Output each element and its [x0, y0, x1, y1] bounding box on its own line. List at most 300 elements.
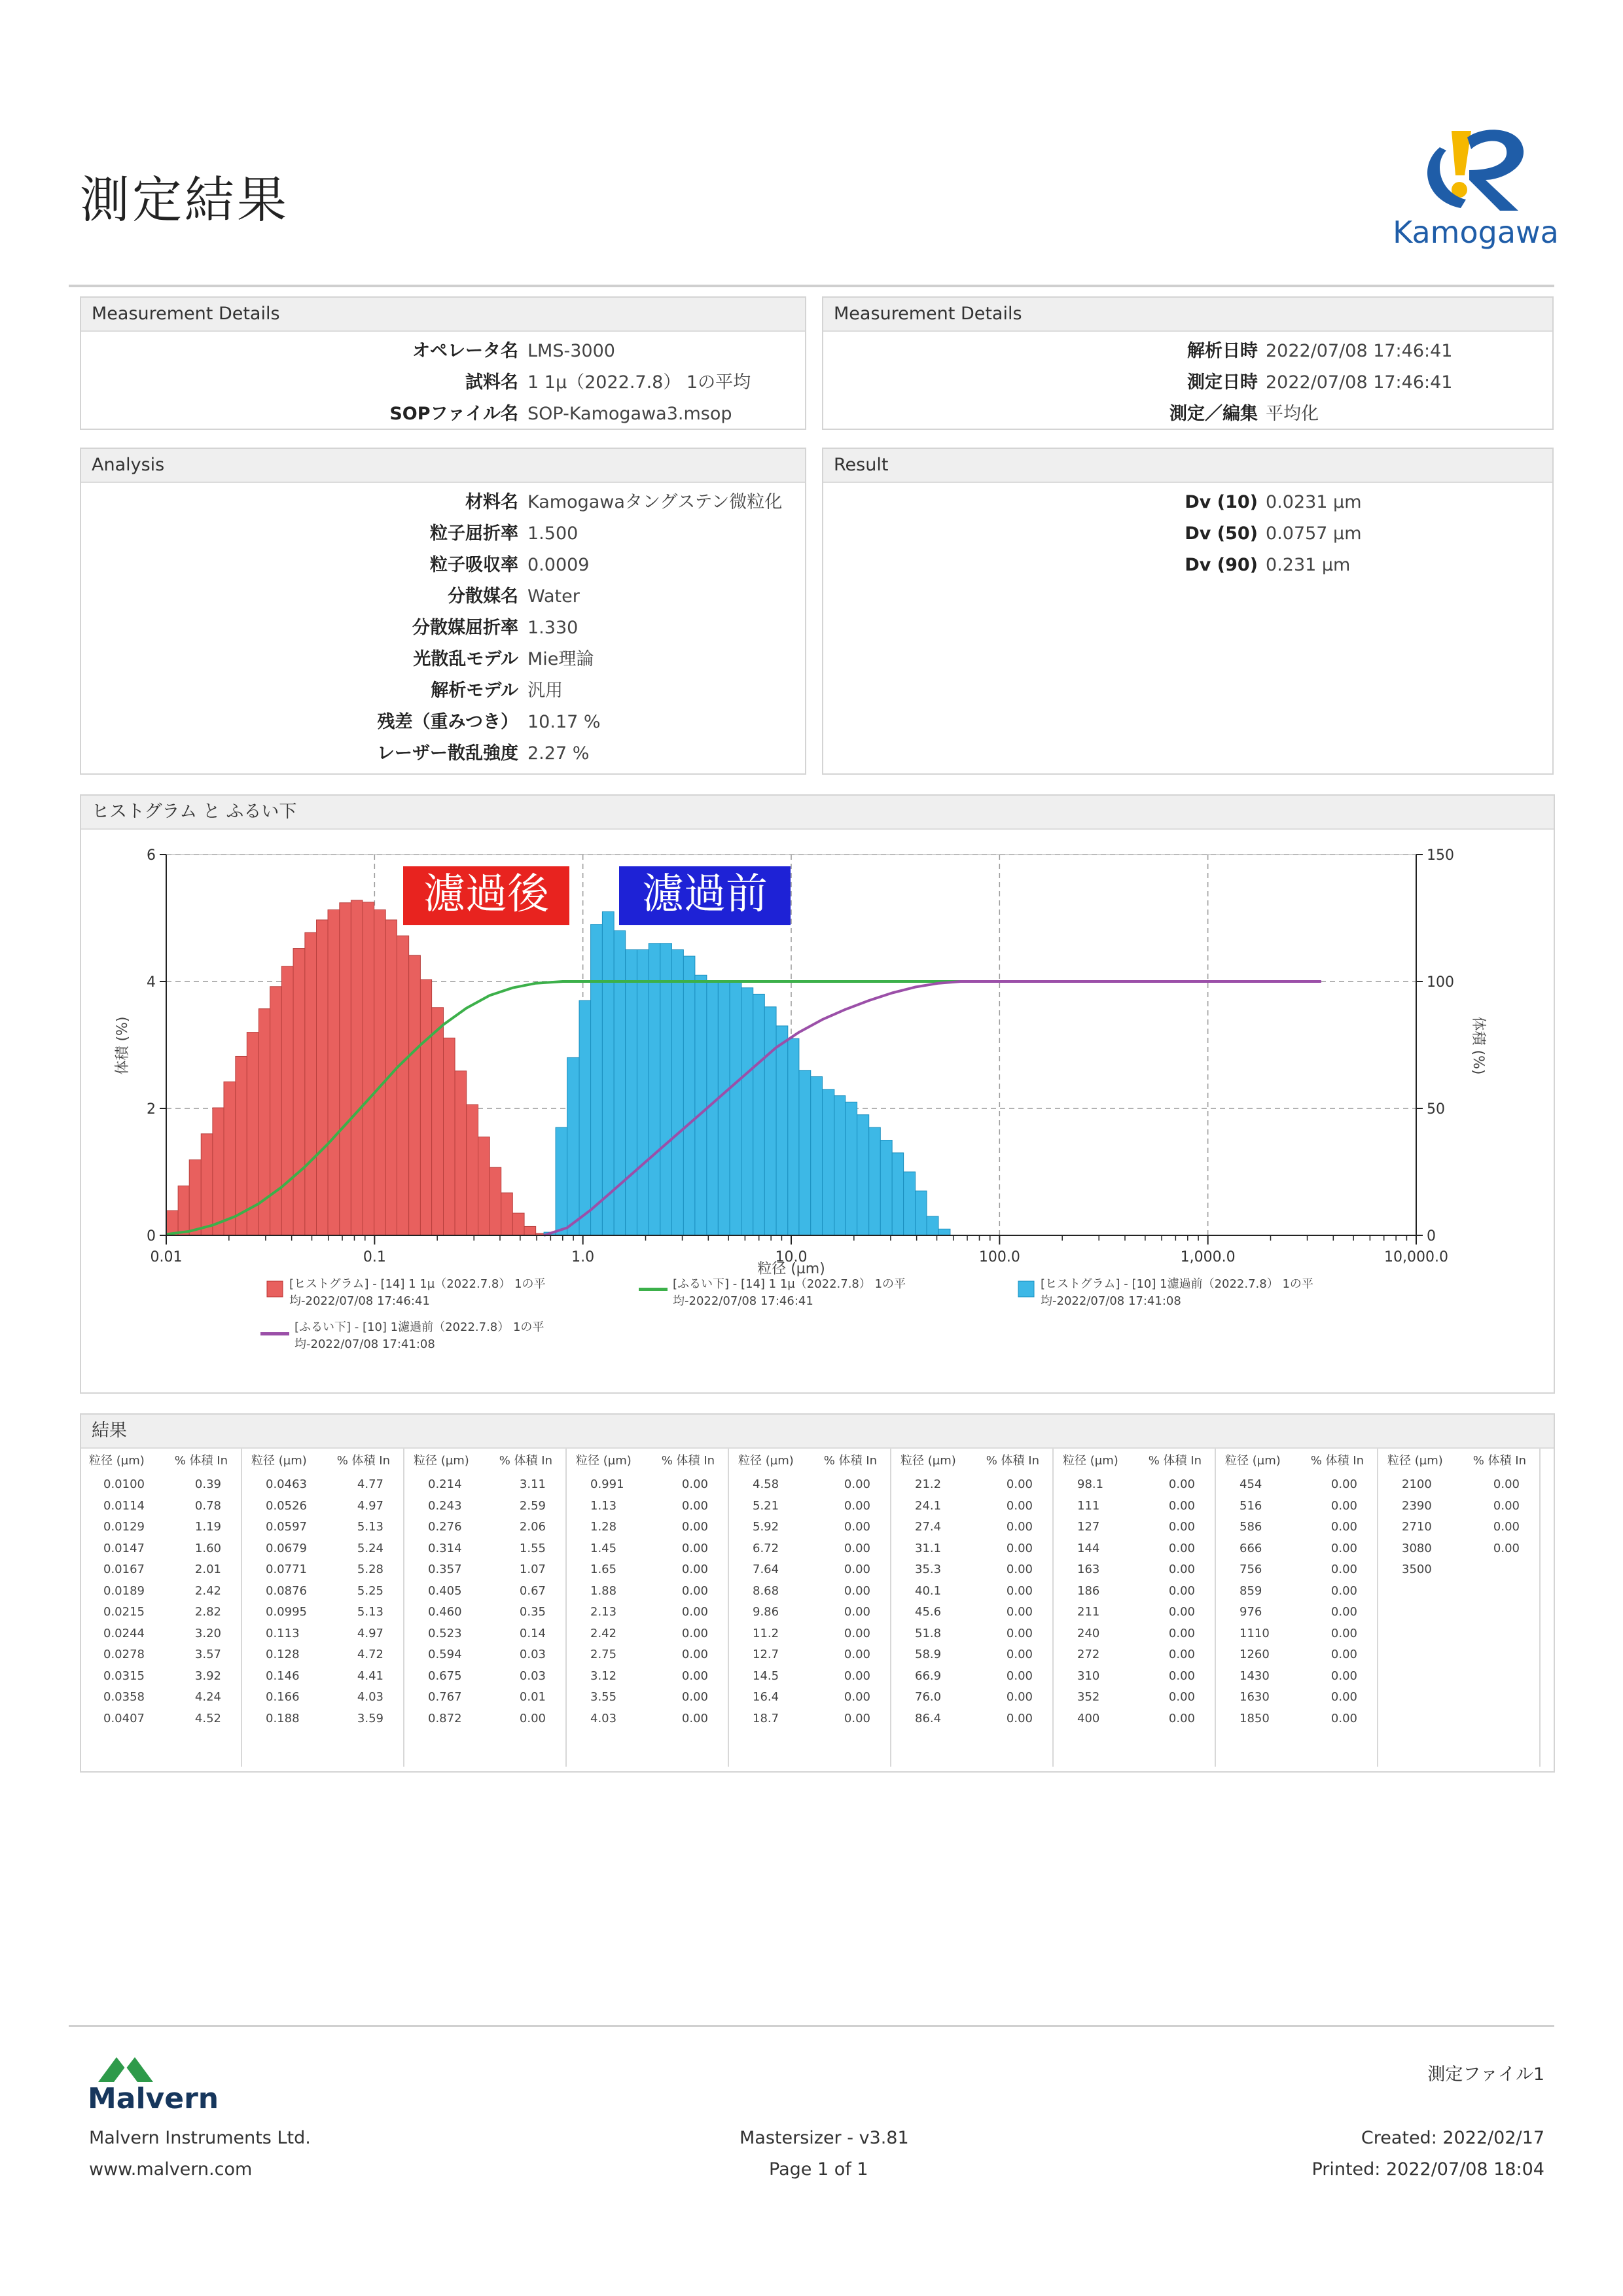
- bar-before: [741, 988, 753, 1235]
- results-cell-size: 35.3: [915, 1563, 942, 1576]
- results-cell-vol: 4.97: [357, 1498, 383, 1513]
- results-cell-size: 0.357: [428, 1563, 462, 1576]
- results-cell-size: 976: [1240, 1605, 1262, 1619]
- results-cell-vol: 0.00: [1006, 1563, 1033, 1576]
- results-panel: [80, 1413, 1555, 1773]
- results-cell-vol: 0.00: [681, 1648, 708, 1661]
- kv-value: 0.231 µm: [1266, 555, 1351, 575]
- annotation-before: 濾過前: [642, 870, 768, 919]
- bar-before: [811, 1077, 823, 1236]
- results-cell-size: 240: [1077, 1626, 1100, 1640]
- results-cell-vol: 4.03: [357, 1690, 383, 1704]
- x-tick-label: 0.01: [150, 1249, 183, 1265]
- bar-after: [224, 1082, 236, 1235]
- results-cell-vol: 0.00: [681, 1583, 708, 1598]
- kv-row: [81, 487, 805, 518]
- kv-row: [81, 675, 805, 707]
- results-cell-vol: 5.13: [357, 1605, 383, 1619]
- bar-before: [892, 1153, 903, 1235]
- y-tick-label: 6: [147, 847, 156, 864]
- results-cell-vol: 0.00: [681, 1520, 708, 1534]
- results-cell-vol: 0.00: [844, 1583, 870, 1598]
- bar-after: [409, 955, 421, 1235]
- results-cell-size: 0.113: [266, 1626, 300, 1640]
- results-cell-vol: 0.00: [1493, 1520, 1520, 1534]
- results-header-size: 粒径 (µm): [1225, 1454, 1281, 1468]
- legend-before-hist-line2: 均-2022/07/08 17:41:08: [1041, 1294, 1181, 1308]
- results-cell-size: 31.1: [915, 1541, 942, 1555]
- results-cell-size: 8.68: [753, 1583, 779, 1598]
- results-cell-vol: 0.00: [1168, 1498, 1195, 1513]
- results-cell-vol: 0.00: [681, 1669, 708, 1683]
- results-cell-size: 0.0215: [103, 1605, 145, 1619]
- results-cell-vol: 0.00: [681, 1711, 708, 1725]
- results-cell-vol: 0.00: [681, 1541, 708, 1555]
- kv-row: [81, 398, 805, 430]
- results-cell-size: 4.58: [753, 1477, 779, 1491]
- results-column: [243, 1449, 404, 1767]
- kv-value: 10.17 %: [527, 712, 601, 732]
- results-cell-size: 666: [1240, 1541, 1262, 1555]
- results-cell-size: 1430: [1240, 1669, 1270, 1683]
- results-cell-vol: 1.19: [194, 1520, 221, 1534]
- header-divider: [69, 285, 1554, 287]
- results-cell-size: 0.0147: [103, 1541, 145, 1555]
- results-cell-vol: 0.00: [1330, 1541, 1357, 1555]
- results-cell-size: 1.88: [590, 1583, 617, 1598]
- kv-label: 試料名: [465, 372, 518, 393]
- legend-after-cum-line2: 均-2022/07/08 17:46:41: [673, 1294, 813, 1308]
- results-cell-size: 0.767: [428, 1690, 462, 1704]
- bar-after: [444, 1038, 455, 1235]
- legend-swatch-after-cum: [639, 1288, 668, 1291]
- legend-after-hist-line2: 均-2022/07/08 17:46:41: [289, 1294, 430, 1308]
- legend-before-hist-line1: [ヒストグラム] - [10] 1濾過前（2022.7.8） 1の平: [1041, 1277, 1313, 1291]
- results-cell-size: 516: [1240, 1498, 1262, 1513]
- bar-before: [753, 994, 765, 1235]
- results-column: [1380, 1449, 1541, 1767]
- results-cell-vol: 0.00: [681, 1563, 708, 1576]
- y-axis-label: 体積 (%): [115, 1016, 131, 1075]
- x-tick-label: 1,000.0: [1180, 1249, 1236, 1265]
- y-tick-label: 2: [147, 1101, 156, 1118]
- results-cell-size: 1850: [1240, 1711, 1270, 1725]
- kv-value: 1.500: [527, 523, 579, 544]
- results-cell-vol: 0.03: [519, 1669, 546, 1683]
- results-cell-vol: 5.28: [357, 1563, 383, 1576]
- bar-before: [916, 1191, 927, 1235]
- results-cell-vol: 0.00: [844, 1498, 870, 1513]
- kv-label: 材料名: [465, 492, 518, 512]
- bar-after: [420, 980, 431, 1235]
- bar-before: [695, 975, 707, 1235]
- histogram-chart: [81, 830, 1551, 1390]
- results-cell-vol: 0.00: [1006, 1605, 1033, 1619]
- kv-label: 測定／編集: [1169, 404, 1258, 424]
- bar-before: [927, 1216, 938, 1235]
- bar-before: [938, 1229, 950, 1235]
- results-cell-size: 58.9: [915, 1648, 942, 1661]
- histogram-panel: [80, 794, 1555, 1394]
- results-cell-vol: 5.25: [357, 1583, 383, 1598]
- page-title: 測定結果: [80, 171, 289, 229]
- results-cell-size: 1.13: [590, 1498, 617, 1513]
- results-cell-size: 0.128: [266, 1648, 300, 1661]
- results-cell-vol: 0.00: [1330, 1583, 1357, 1598]
- bar-after: [293, 949, 305, 1235]
- analysis-title: Analysis: [81, 449, 805, 483]
- results-cell-size: 2390: [1402, 1498, 1432, 1513]
- results-cell-vol: 2.06: [519, 1520, 546, 1534]
- legend-after-hist-line1: [ヒストグラム] - [14] 1 1µ（2022.7.8） 1の平: [289, 1277, 546, 1291]
- results-cell-size: 3500: [1402, 1563, 1432, 1576]
- results-cell-vol: 0.00: [1168, 1711, 1195, 1725]
- kamogawa-logo: [1387, 124, 1564, 255]
- results-header-size: 粒径 (µm): [738, 1454, 794, 1468]
- results-cell-vol: 0.00: [1493, 1541, 1520, 1555]
- kv-value: 2022/07/08 17:46:41: [1266, 372, 1453, 393]
- results-cell-size: 12.7: [753, 1648, 779, 1661]
- histogram-title: ヒストグラム と ふるい下: [81, 796, 1554, 830]
- kamogawa-logo-mark: [1387, 124, 1564, 216]
- footer-divider: [69, 2025, 1554, 2027]
- kamogawa-logo-text: Kamogawa: [1393, 215, 1559, 250]
- results-cell-vol: 0.00: [1168, 1520, 1195, 1534]
- results-cell-size: 21.2: [915, 1477, 942, 1491]
- bars-after: [166, 900, 559, 1235]
- results-header-size: 粒径 (µm): [1063, 1454, 1118, 1468]
- results-column: [1217, 1449, 1378, 1767]
- bar-before: [626, 950, 637, 1236]
- results-cell-vol: 0.00: [844, 1648, 870, 1661]
- results-cell-size: 2100: [1402, 1477, 1432, 1491]
- kv-value: 汎用: [527, 680, 563, 701]
- results-cell-vol: 0.00: [681, 1477, 708, 1491]
- results-cell-size: 5.92: [753, 1520, 779, 1534]
- bar-before: [776, 1026, 788, 1235]
- bar-before: [846, 1102, 857, 1235]
- results-cell-vol: 0.00: [844, 1711, 870, 1725]
- bar-before: [857, 1115, 869, 1235]
- results-cell-vol: 0.00: [844, 1690, 870, 1704]
- results-cell-size: 3080: [1402, 1541, 1432, 1555]
- results-cell-vol: 4.41: [357, 1669, 383, 1683]
- results-cell-size: 76.0: [915, 1690, 942, 1704]
- results-header-size: 粒径 (µm): [251, 1454, 307, 1468]
- y-right-tick-label: 50: [1427, 1101, 1445, 1118]
- results-cell-size: 3.12: [590, 1669, 617, 1683]
- results-cell-size: 5.21: [753, 1498, 779, 1513]
- results-column: [406, 1449, 567, 1767]
- kv-row: [81, 644, 805, 675]
- results-cell-vol: 0.00: [1168, 1563, 1195, 1576]
- bar-after: [455, 1071, 467, 1235]
- bar-after: [351, 900, 363, 1235]
- results-cell-vol: 0.00: [1493, 1477, 1520, 1491]
- results-cell-vol: 0.00: [1006, 1498, 1033, 1513]
- results-cell-vol: 0.00: [1006, 1711, 1033, 1725]
- analysis-panel: [80, 448, 806, 775]
- kv-row: [81, 738, 805, 769]
- results-cell-vol: 0.00: [1330, 1498, 1357, 1513]
- kv-label: 粒子吸収率: [430, 555, 518, 575]
- results-cell-size: 0.0114: [103, 1498, 145, 1513]
- bar-after: [524, 1226, 536, 1235]
- results-cell-vol: 0.00: [1330, 1563, 1357, 1576]
- bar-before: [904, 1172, 916, 1235]
- kv-value: Mie理論: [527, 649, 594, 669]
- results-column: [730, 1449, 891, 1767]
- bar-before: [591, 925, 603, 1235]
- result-title: Result: [823, 449, 1552, 483]
- results-cell-vol: 0.00: [681, 1690, 708, 1704]
- results-cell-vol: 0.35: [519, 1605, 546, 1619]
- results-cell-vol: 3.57: [194, 1648, 221, 1661]
- footer-page-number: Page 1 of 1: [769, 2159, 868, 2180]
- bar-after: [328, 910, 340, 1235]
- results-cell-size: 0.0463: [266, 1477, 307, 1491]
- results-header-size: 粒径 (µm): [89, 1454, 145, 1468]
- kv-row: [81, 707, 805, 738]
- kv-label: 粒子屈折率: [430, 523, 518, 544]
- results-cell-size: 0.675: [428, 1669, 462, 1683]
- results-cell-size: 0.146: [266, 1669, 300, 1683]
- results-cell-size: 0.0244: [103, 1626, 145, 1640]
- results-cell-size: 0.0278: [103, 1648, 145, 1661]
- kv-value: SOP-Kamogawa3.msop: [527, 404, 732, 424]
- kv-label: SOPファイル名: [389, 404, 518, 424]
- results-cell-vol: 0.00: [844, 1605, 870, 1619]
- results-cell-vol: 0.00: [1330, 1711, 1357, 1725]
- results-cell-size: 4.03: [590, 1711, 617, 1725]
- results-cell-size: 0.214: [428, 1477, 462, 1491]
- kv-value: Water: [527, 586, 580, 607]
- malvern-logo-mark: [85, 2048, 216, 2087]
- results-cell-size: 2.42: [590, 1626, 617, 1640]
- kv-row: [81, 612, 805, 644]
- results-cell-vol: 0.00: [1330, 1626, 1357, 1640]
- results-cell-vol: 0.00: [1006, 1669, 1033, 1683]
- footer-company: Malvern Instruments Ltd.: [89, 2128, 311, 2148]
- kv-label: 解析日時: [1187, 341, 1258, 361]
- measurement-details-left-title: Measurement Details: [81, 298, 805, 332]
- results-cell-vol: 3.20: [194, 1626, 221, 1640]
- kv-label: 分散媒屈折率: [412, 618, 518, 638]
- y-tick-label: 0: [147, 1228, 156, 1245]
- results-header-size: 粒径 (µm): [414, 1454, 469, 1468]
- results-cell-size: 0.523: [428, 1626, 462, 1640]
- results-cell-vol: 4.97: [357, 1626, 383, 1640]
- results-cell-size: 86.4: [915, 1711, 942, 1725]
- kv-label: 光散乱モデル: [413, 649, 518, 669]
- bar-after: [490, 1167, 501, 1235]
- results-cell-size: 0.991: [590, 1477, 624, 1491]
- kv-value: LMS-3000: [527, 341, 615, 361]
- kv-label: 残差（重みつき）: [377, 712, 518, 732]
- results-cell-vol: 2.42: [194, 1583, 221, 1598]
- bar-before: [683, 956, 694, 1235]
- bar-after: [189, 1160, 201, 1235]
- bar-after: [467, 1104, 478, 1235]
- legend-after-cum-line1: [ふるい下] - [14] 1 1µ（2022.7.8） 1の平: [673, 1277, 906, 1291]
- measurement-details-right-panel: [822, 296, 1554, 430]
- bar-after: [281, 966, 293, 1235]
- results-cell-size: 454: [1240, 1477, 1262, 1491]
- results-cell-vol: 5.24: [357, 1541, 383, 1555]
- results-cell-vol: 0.14: [519, 1626, 546, 1640]
- results-header-vol: % 体積 In: [986, 1454, 1039, 1468]
- bar-after: [270, 987, 282, 1235]
- results-cell-size: 0.0876: [266, 1583, 307, 1598]
- x-tick-label: 1.0: [571, 1249, 595, 1265]
- results-cell-vol: 4.52: [194, 1711, 221, 1725]
- results-cell-size: 272: [1077, 1648, 1100, 1661]
- kv-value: 1.330: [527, 618, 579, 638]
- results-cell-size: 211: [1077, 1605, 1100, 1619]
- x-axis-label: 粒径 (µm): [757, 1261, 825, 1277]
- results-cell-size: 11.2: [753, 1626, 779, 1640]
- results-cell-vol: 0.00: [844, 1626, 870, 1640]
- results-cell-vol: 2.59: [519, 1498, 546, 1513]
- results-cell-size: 0.0167: [103, 1563, 145, 1576]
- results-cell-size: 0.166: [266, 1690, 300, 1704]
- kv-row: [823, 336, 1552, 367]
- bar-after: [512, 1213, 524, 1235]
- results-cell-vol: 0.00: [681, 1626, 708, 1640]
- results-cell-vol: 0.00: [1330, 1648, 1357, 1661]
- bar-before: [649, 944, 660, 1235]
- bar-after: [374, 910, 386, 1235]
- legend-before-cum-line1: [ふるい下] - [10] 1濾過前（2022.7.8） 1の平: [294, 1320, 544, 1334]
- kv-value: 0.0757 µm: [1266, 523, 1362, 544]
- bar-after: [397, 936, 408, 1235]
- results-cell-vol: 0.67: [519, 1583, 546, 1598]
- results-cell-size: 0.0315: [103, 1669, 145, 1683]
- kv-label: Dv (50): [1185, 523, 1258, 544]
- results-cell-size: 2710: [1402, 1520, 1432, 1534]
- bar-after: [236, 1056, 247, 1235]
- results-column: [568, 1449, 729, 1767]
- bar-before: [579, 1000, 591, 1235]
- bar-after: [432, 1008, 444, 1235]
- results-header-vol: % 体積 In: [336, 1454, 390, 1468]
- footer-created: Created: 2022/02/17: [1361, 2128, 1544, 2148]
- bar-after: [363, 902, 374, 1235]
- bar-before: [823, 1089, 834, 1235]
- bar-before: [567, 1057, 579, 1235]
- kv-value: 0.0009: [527, 555, 590, 575]
- results-cell-vol: 3.92: [194, 1669, 221, 1683]
- results-cell-size: 2.13: [590, 1605, 617, 1619]
- results-cell-vol: 0.00: [844, 1563, 870, 1576]
- y-right-tick-label: 100: [1427, 974, 1454, 991]
- results-cell-vol: 1.55: [519, 1541, 546, 1555]
- x-tick-label: 100.0: [978, 1249, 1020, 1265]
- results-cell-size: 16.4: [753, 1690, 779, 1704]
- results-cell-vol: 0.00: [1168, 1583, 1195, 1598]
- results-cell-size: 1.28: [590, 1520, 617, 1534]
- legend-swatch-after-hist: [267, 1281, 283, 1297]
- kv-label: 測定日時: [1187, 372, 1258, 393]
- bar-before: [788, 1038, 799, 1235]
- kv-value: Kamogawaタングステン微粒化: [527, 492, 783, 512]
- results-cell-vol: 0.00: [1006, 1520, 1033, 1534]
- bar-after: [201, 1134, 213, 1235]
- results-header-vol: % 体積 In: [1310, 1454, 1364, 1468]
- malvern-logo: [85, 2048, 219, 2120]
- results-cell-size: 24.1: [915, 1498, 942, 1513]
- bar-before: [799, 1070, 811, 1235]
- results-cell-vol: 0.00: [681, 1605, 708, 1619]
- footer-website[interactable]: www.malvern.com: [89, 2159, 253, 2180]
- bar-before: [637, 950, 649, 1236]
- results-cell-vol: 0.00: [1330, 1605, 1357, 1619]
- results-cell-size: 27.4: [915, 1520, 942, 1534]
- results-cell-vol: 0.00: [1168, 1605, 1195, 1619]
- results-cell-vol: 0.00: [844, 1477, 870, 1491]
- y-right-tick-label: 150: [1427, 847, 1454, 864]
- results-cell-vol: 0.03: [519, 1648, 546, 1661]
- kv-row: [823, 367, 1552, 398]
- kv-label: 解析モデル: [431, 680, 518, 701]
- result-panel: [822, 448, 1554, 775]
- footer-page-label: 測定ファイル1: [1427, 2064, 1544, 2085]
- results-column: [81, 1449, 242, 1767]
- results-cell-vol: 0.00: [1168, 1690, 1195, 1704]
- kv-row: [81, 550, 805, 581]
- results-cell-vol: 0.00: [1330, 1669, 1357, 1683]
- results-cell-vol: 0.00: [844, 1669, 870, 1683]
- results-cell-size: 0.314: [428, 1541, 462, 1555]
- results-cell-vol: 0.00: [1168, 1626, 1195, 1640]
- results-cell-size: 352: [1077, 1690, 1100, 1704]
- results-cell-size: 0.276: [428, 1520, 462, 1534]
- footer-software: Mastersizer - v3.81: [740, 2128, 909, 2148]
- bar-before: [764, 1007, 776, 1235]
- results-header-vol: % 体積 In: [174, 1454, 228, 1468]
- results-cell-size: 51.8: [915, 1626, 942, 1640]
- results-cell-vol: 1.07: [519, 1563, 546, 1576]
- bar-before: [869, 1127, 881, 1235]
- kv-row: [81, 336, 805, 367]
- results-cell-vol: 2.82: [194, 1605, 221, 1619]
- bar-before: [834, 1096, 846, 1235]
- kv-label: Dv (90): [1185, 555, 1258, 575]
- results-cell-size: 756: [1240, 1563, 1262, 1576]
- kv-label: オペレータ名: [412, 341, 518, 361]
- x-tick-label: 0.1: [363, 1249, 386, 1265]
- results-cell-size: 0.188: [266, 1711, 300, 1725]
- results-cell-vol: 0.00: [1006, 1477, 1033, 1491]
- results-cell-vol: 4.72: [357, 1648, 383, 1661]
- results-cell-vol: 0.00: [1006, 1541, 1033, 1555]
- results-cell-size: 3.55: [590, 1690, 617, 1704]
- results-cell-size: 0.0407: [103, 1711, 145, 1725]
- kv-value: 2.27 %: [527, 743, 590, 764]
- results-cell-vol: 0.39: [194, 1477, 221, 1491]
- results-cell-vol: 0.78: [194, 1498, 221, 1513]
- results-cell-size: 0.0100: [103, 1477, 145, 1491]
- results-cell-size: 310: [1077, 1669, 1100, 1683]
- results-cell-vol: 0.01: [519, 1690, 546, 1704]
- kv-value: 1 1µ（2022.7.8） 1の平均: [527, 372, 751, 393]
- results-cell-vol: 0.00: [1168, 1669, 1195, 1683]
- results-cell-vol: 0.00: [1330, 1477, 1357, 1491]
- kv-value: 0.0231 µm: [1266, 492, 1362, 512]
- results-cell-size: 144: [1077, 1541, 1100, 1555]
- results-cell-size: 7.64: [753, 1563, 779, 1576]
- kv-row: [81, 518, 805, 550]
